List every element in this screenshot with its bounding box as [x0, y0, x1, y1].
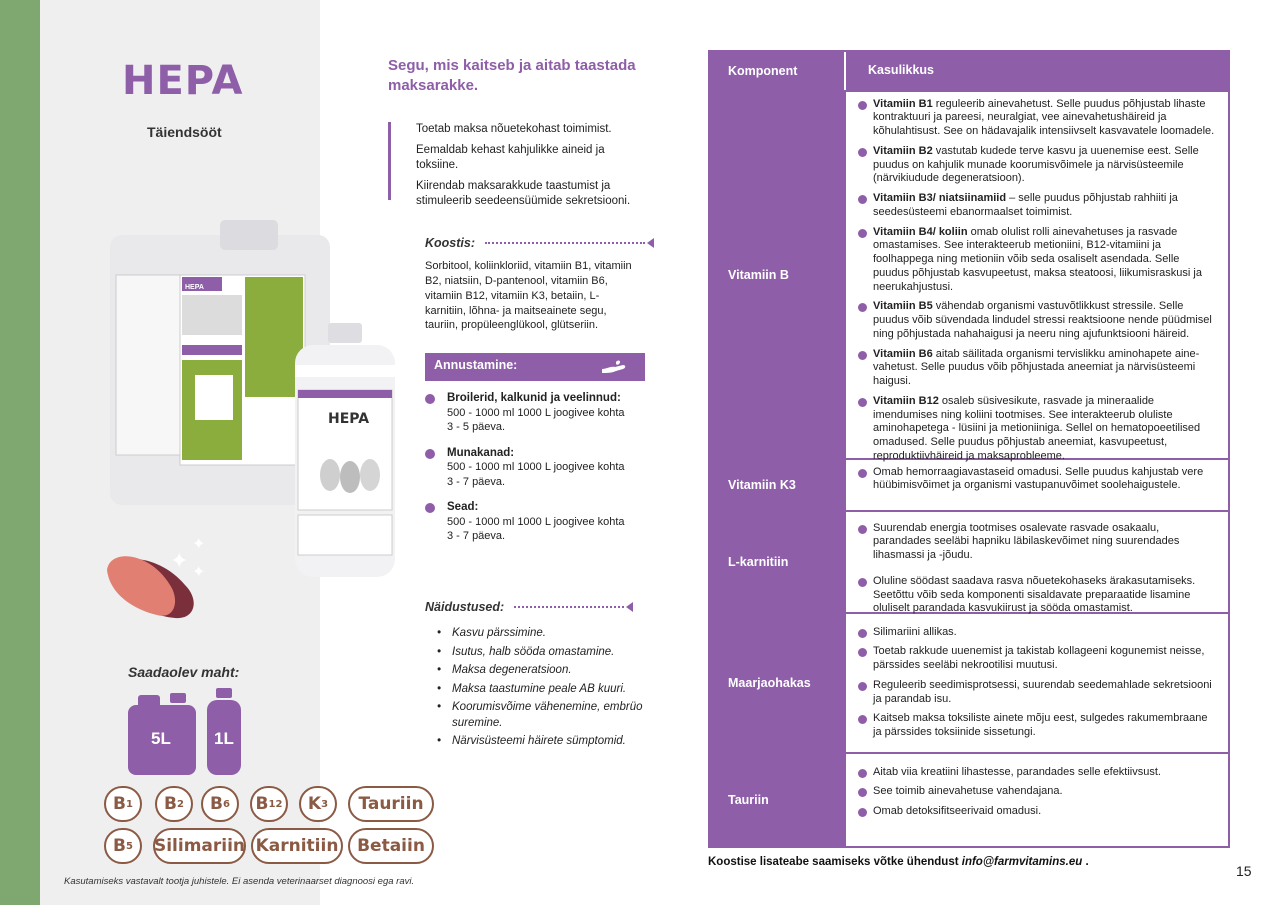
benefit-item: Omab detoksifitseerivaid omadusi.	[858, 805, 1218, 819]
indications-heading	[425, 600, 633, 614]
benefit-item: Vitamiin B4/ koliin omab olulist rolli ainevahetuses ja rasvade omastamises. See interakteerub metioniini, B12-vitamiini ja foolhappega ning metioniin võib seda osaliselt asendada. Selle puudus põhjustab kasvupeetust, maksa steatoosi, liikumisraskusi ja neerukahjustusi.	[858, 226, 1218, 295]
row-benefits	[846, 92, 1228, 462]
benefit-item: Omab hemorraagiavastaseid omadusi. Selle puudus kahjustab vere hüübimisvõimet ja organismi vastupanuvõimet soolehaigustele.	[858, 466, 1218, 494]
benefit-item: Silimariini allikas.	[858, 626, 1218, 640]
benefit-item: See toimib ainevahetuse vahendajana.	[858, 785, 1218, 799]
liver-icon	[105, 540, 205, 630]
composition-text: Sorbitool, koliinkloriid, vitamiin B1, vitamiin B2, niatsiin, D-pantenool, vitamiin B6, vitamiin B12, vitamiin K3, betaiin, L-karnitiin, lõhna- ja maitseainete segu, tauriin, propüleenglükool, glütseriin.	[425, 260, 632, 332]
indication-item: • Närvisüsteemi häirete sümptomid.	[437, 734, 657, 750]
benefit-item: Kaitseb maksa toksiliste ainete mõju eest, sulgedes rakumembraane ja pärssides toksiinide sissetungi.	[858, 712, 1218, 740]
table-row	[710, 510, 1228, 615]
composition-heading	[425, 236, 654, 250]
dosage-item	[425, 446, 655, 490]
dosage-item	[425, 391, 655, 435]
dosage-days: 3 - 5 päeva.	[447, 421, 506, 434]
disclaimer-text: Kasutamiseks vastavalt tootja juhistele. Ei asenda veterinaarset diagnoosi ega ravi.	[64, 876, 415, 887]
dosage-amount: 500 - 1000 ml 1000 L joogivee kohta	[447, 516, 625, 528]
benefit-item: Vitamiin B12 osaleb süsivesikute, rasvade ja mineraalide imendumises ning koliini tootmises. See interakteerub oluliste aminohapetega - lüsiini ja metioniiniga. Sellel on hematopoeetilised omadused. Selle puudus põhjustab aneemiat, kasvupeetust, reproduktiivhäireid ja maksaprobleeme.	[858, 395, 1218, 464]
table-row	[710, 90, 1228, 462]
dosage-title: Annustamine:	[434, 358, 518, 372]
indication-item: • Maksa degeneratsioon.	[437, 663, 657, 679]
dosage-item	[425, 500, 655, 544]
dosage-amount: 500 - 1000 ml 1000 L joogivee kohta	[447, 461, 625, 474]
row-component-name: L-karnitiin	[710, 512, 846, 612]
contact-note-suffix: .	[1082, 856, 1089, 868]
feature-item: Eemaldab kehast kahjulikke aineid ja toksiine.	[416, 143, 605, 171]
components-table	[708, 50, 1230, 848]
features-list	[388, 122, 646, 207]
indication-item: • Isutus, halb sööda omastamine.	[437, 645, 657, 661]
benefit-item: Vitamiin B3/ niatsiinamiid – selle puudus põhjustab rahhiiti ja seedesüsteemi ebanormaalset toimimist.	[858, 192, 1218, 220]
pack-size-1l: 1L	[214, 729, 234, 748]
benefit-item: Vitamiin B5 vähendab organismi vastuvõtlikkust stressile. Selle puudus võib süvendada lindudel stressi reaktsioone nende püüdmisel ning põhjustada nahahaigusi ja neeru ning ajufunktsiooni häireid.	[858, 300, 1218, 341]
indication-item: • Koorumisvõime vähenemine, embrüo suremine.	[437, 700, 657, 731]
header-component: Komponent	[710, 52, 846, 90]
benefit-item: Vitamiin B1 reguleerib ainevahetust. Selle puudus põhjustab lihaste kontraktuuri ja pareesi, neuralgiat, vee ainevahetushäireid ja kõhulahtisust. See on hädavajalik intensiivselt kasvavatele loomadele.	[858, 98, 1218, 139]
badge-silimariin: Silimariin	[153, 828, 246, 864]
dosage-group: Sead:	[447, 501, 479, 514]
badge-b12: B 12	[250, 786, 288, 822]
dosage-amount: 500 - 1000 ml 1000 L joogivee kohta	[447, 406, 625, 419]
header-benefit: Kasulikkus	[846, 52, 1228, 90]
row-benefits	[846, 512, 1228, 615]
benefit-item: Reguleerib seedimisprotsessi, suurendab seedemahlade sekretsiooni ja parandab isu.	[858, 679, 1218, 707]
dosage-heading	[425, 353, 645, 381]
feature-item: Kiirendab maksarakkude taastumist ja stimuleerib seedeensüümide sekretsiooni.	[416, 179, 631, 207]
badge-b1: B 1	[104, 786, 142, 822]
dosage-group: Broilerid, kalkunid ja veelinnud:	[447, 392, 621, 404]
dotted-divider	[514, 606, 624, 608]
indication-item: • Kasvu pärssimine.	[437, 626, 657, 642]
page-number: 15	[1236, 863, 1252, 879]
badge-b6: B 6	[201, 786, 239, 822]
row-benefits	[846, 614, 1228, 752]
product-image	[100, 215, 410, 585]
row-component-name: Tauriin	[710, 754, 846, 846]
indications-title: Näidustused:	[425, 600, 505, 614]
row-benefits	[846, 754, 1228, 846]
product-category: Täiendsööt	[147, 124, 222, 140]
product-tagline: Segu, mis kaitseb ja aitab taastada maksarakke.	[388, 57, 636, 95]
sparkle-icon: ✦	[170, 548, 189, 573]
table-header-row	[710, 52, 1228, 90]
bottle-image	[295, 323, 395, 577]
dosage-days: 3 - 7 päeva.	[447, 530, 506, 543]
indication-item: • Maksa taastumine peale AB kuuri.	[437, 682, 657, 698]
badge-karnitiin: Karnitiin	[251, 828, 343, 864]
dosage-list	[425, 391, 655, 555]
pack-size-5l: 5L	[151, 729, 171, 748]
table-row	[710, 612, 1228, 752]
dosage-group: Munakanad:	[447, 446, 515, 459]
indications-list	[437, 626, 657, 753]
composition-title: Koostis:	[425, 236, 475, 250]
canister-label-text: HEPA	[185, 284, 204, 291]
benefit-item: Vitamiin B2 vastutab kudede terve kasvu ja uuenemise eest. Selle puudus on kahjulik munade koorumisvõimele ja närvisüsteemile (närvikiudude degeneratsioon).	[858, 145, 1218, 186]
sparkle-icon: ✦	[192, 536, 206, 553]
hand-icon	[601, 359, 627, 375]
badge-b2: B 2	[155, 786, 193, 822]
table-row	[710, 752, 1228, 846]
table-row	[710, 458, 1228, 510]
row-component-name: Vitamiin K3	[710, 460, 846, 510]
contact-note-text: Koostise lisateabe saamiseks võtke ühendust	[708, 856, 962, 868]
benefit-item: Suurendab energia tootmises osalevate rasvade osakaalu, parandades seeläbi hapniku läbilaskevõimet ning suurendades lihasmassi ja -jõudu.	[858, 522, 1218, 563]
badge-betaiin: Betaiin	[348, 828, 434, 864]
row-component-name: Maarjaohakas	[710, 614, 846, 752]
badge-b5: B 5	[104, 828, 142, 864]
contact-note	[708, 856, 1089, 868]
bottle-label-text: HEPA	[328, 411, 370, 427]
benefit-item: Vitamiin B6 aitab säilitada organismi tervislikku aminohapete aine-vahetust. Selle puudus võib põhjustada aneemiat ja närvisüsteemi haigusi.	[858, 348, 1218, 389]
green-side-strip	[0, 0, 40, 905]
contact-email-link[interactable]: info@farmvitamins.eu	[961, 856, 1083, 868]
dosage-days: 3 - 7 päeva.	[447, 475, 506, 488]
feature-item: Toetab maksa nõuetekohast toimimist.	[416, 123, 612, 135]
arrow-left-icon	[647, 238, 654, 248]
sparkle-icon: ✦	[192, 564, 206, 581]
benefit-item: Aitab viia kreatiini lihastesse, parandades selle efektiivsust.	[858, 766, 1218, 780]
row-benefits	[846, 460, 1228, 510]
row-component-name: Vitamiin B	[710, 92, 846, 458]
arrow-left-icon	[626, 602, 633, 612]
benefit-item: Oluline söödast saadava rasva nõuetekohaseks ärakasutamiseks. Seetõttu võib seda komponenti sisaldavate preparaatide lisamine oluliselt parandada kasvukiirust ja sööda omastamist.	[858, 575, 1218, 616]
benefit-item: Toetab rakkude uuenemist ja takistab kollageeni kogunemist neisse, pärssides seeläbi nekrootilisi muutusi.	[858, 645, 1218, 673]
dotted-divider	[485, 242, 645, 244]
available-volume-label: Saadaolev maht:	[128, 664, 240, 680]
badge-k3: K 3	[299, 786, 337, 822]
product-title: HEPA	[122, 58, 244, 104]
badge-tauriin: Tauriin	[348, 786, 434, 822]
